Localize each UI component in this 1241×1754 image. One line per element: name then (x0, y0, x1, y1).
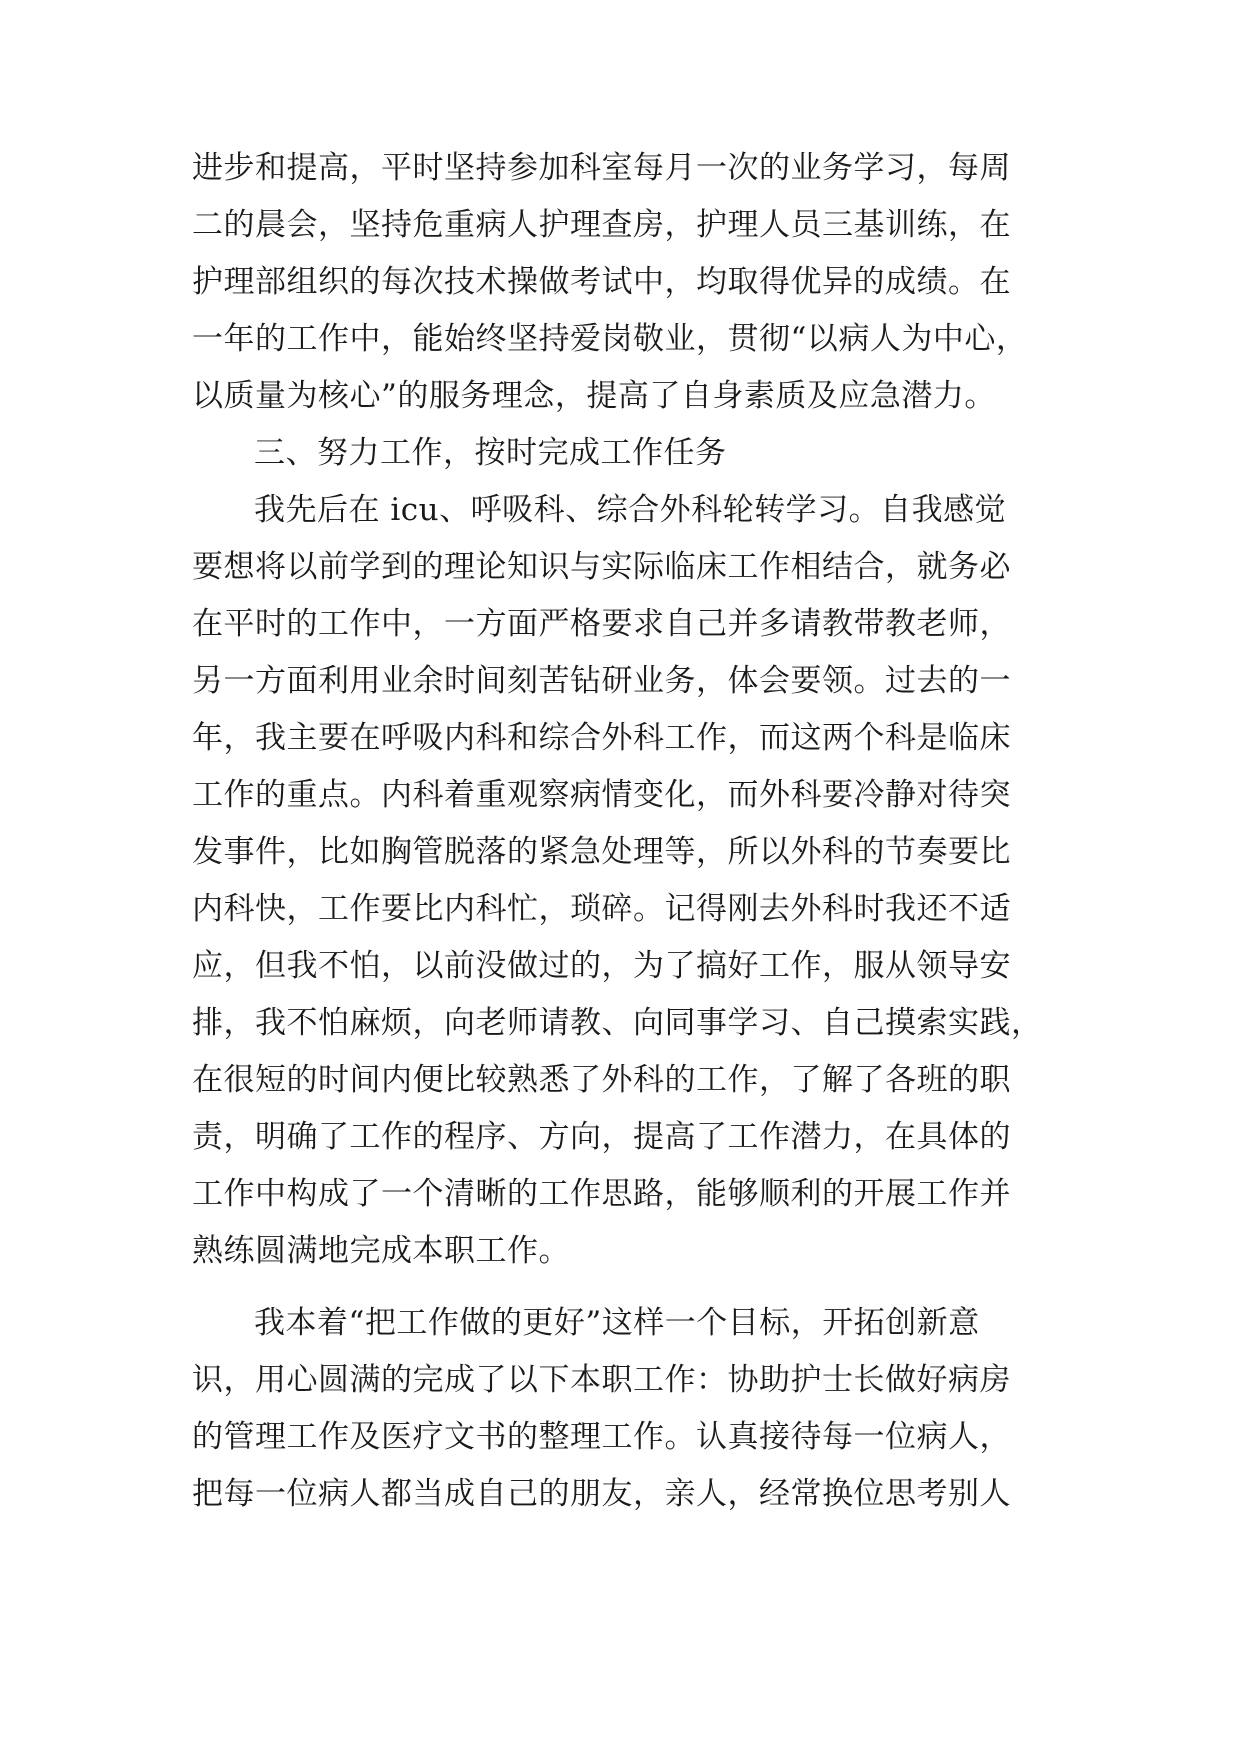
text-line-15: 应，但我不怕，以前没做过的，为了搞好工作，服从领导安 (192, 948, 1011, 984)
text-line-21: 我本着“把工作做的更好”这样一个目标，开拓创新意 (254, 1305, 980, 1341)
text-line-16: 排，我不怕麻烦，向老师请教、向同事学习、自己摸索实践， (192, 1005, 1043, 1041)
section-heading: 三、努力工作，按时完成工作任务 (254, 435, 727, 471)
text-line-10: 另一方面利用业余时间刻苦钻研业务，体会要领。过去的一 (192, 663, 1011, 699)
text-line-20: 熟练圆满地完成本职工作。 (192, 1233, 570, 1269)
text-line-5: 以质量为核心”的服务理念，提高了自身素质及应急潜力。 (192, 378, 996, 414)
text-line-1: 进步和提高，平时坚持参加科室每月一次的业务学习，每周 (192, 150, 1011, 186)
text-line-8: 要想将以前学到的理论知识与实际临床工作相结合，就务必 (192, 549, 1011, 585)
text-line-18: 责，明确了工作的程序、方向，提高了工作潜力，在具体的 (192, 1119, 1011, 1155)
text-line-11: 年，我主要在呼吸内科和综合外科工作，而这两个科是临床 (192, 720, 1011, 756)
text-line-22: 识，用心圆满的完成了以下本职工作：协助护士长做好病房 (192, 1362, 1011, 1398)
text-line-12: 工作的重点。内科着重观察病情变化，而外科要冷静对待突 (192, 777, 1011, 813)
text-line-23: 的管理工作及医疗文书的整理工作。认真接待每一位病人， (192, 1419, 1011, 1455)
text-line-17: 在很短的时间内便比较熟悉了外科的工作，了解了各班的职 (192, 1062, 1011, 1098)
text-line-19: 工作中构成了一个清晰的工作思路，能够顺利的开展工作并 (192, 1176, 1011, 1212)
text-line-4: 一年的工作中，能始终坚持爱岗敬业，贯彻“以病人为中心， (192, 321, 1028, 357)
text-line-2: 二的晨会，坚持危重病人护理查房，护理人员三基训练，在 (192, 207, 1011, 243)
text-line-24: 把每一位病人都当成自己的朋友，亲人，经常换位思考别人 (192, 1476, 1011, 1512)
text-line-3: 护理部组织的每次技术操做考试中，均取得优异的成绩。在 (192, 264, 1011, 300)
text-line-7: 我先后在 icu、呼吸科、综合外科轮转学习。自我感觉 (254, 492, 1007, 528)
text-line-13: 发事件，比如胸管脱落的紧急处理等，所以外科的节奏要比 (192, 834, 1011, 870)
text-line-14: 内科快，工作要比内科忙，琐碎。记得刚去外科时我还不适 (192, 891, 1011, 927)
text-line-9: 在平时的工作中，一方面严格要求自己并多请教带教老师， (192, 606, 1011, 642)
